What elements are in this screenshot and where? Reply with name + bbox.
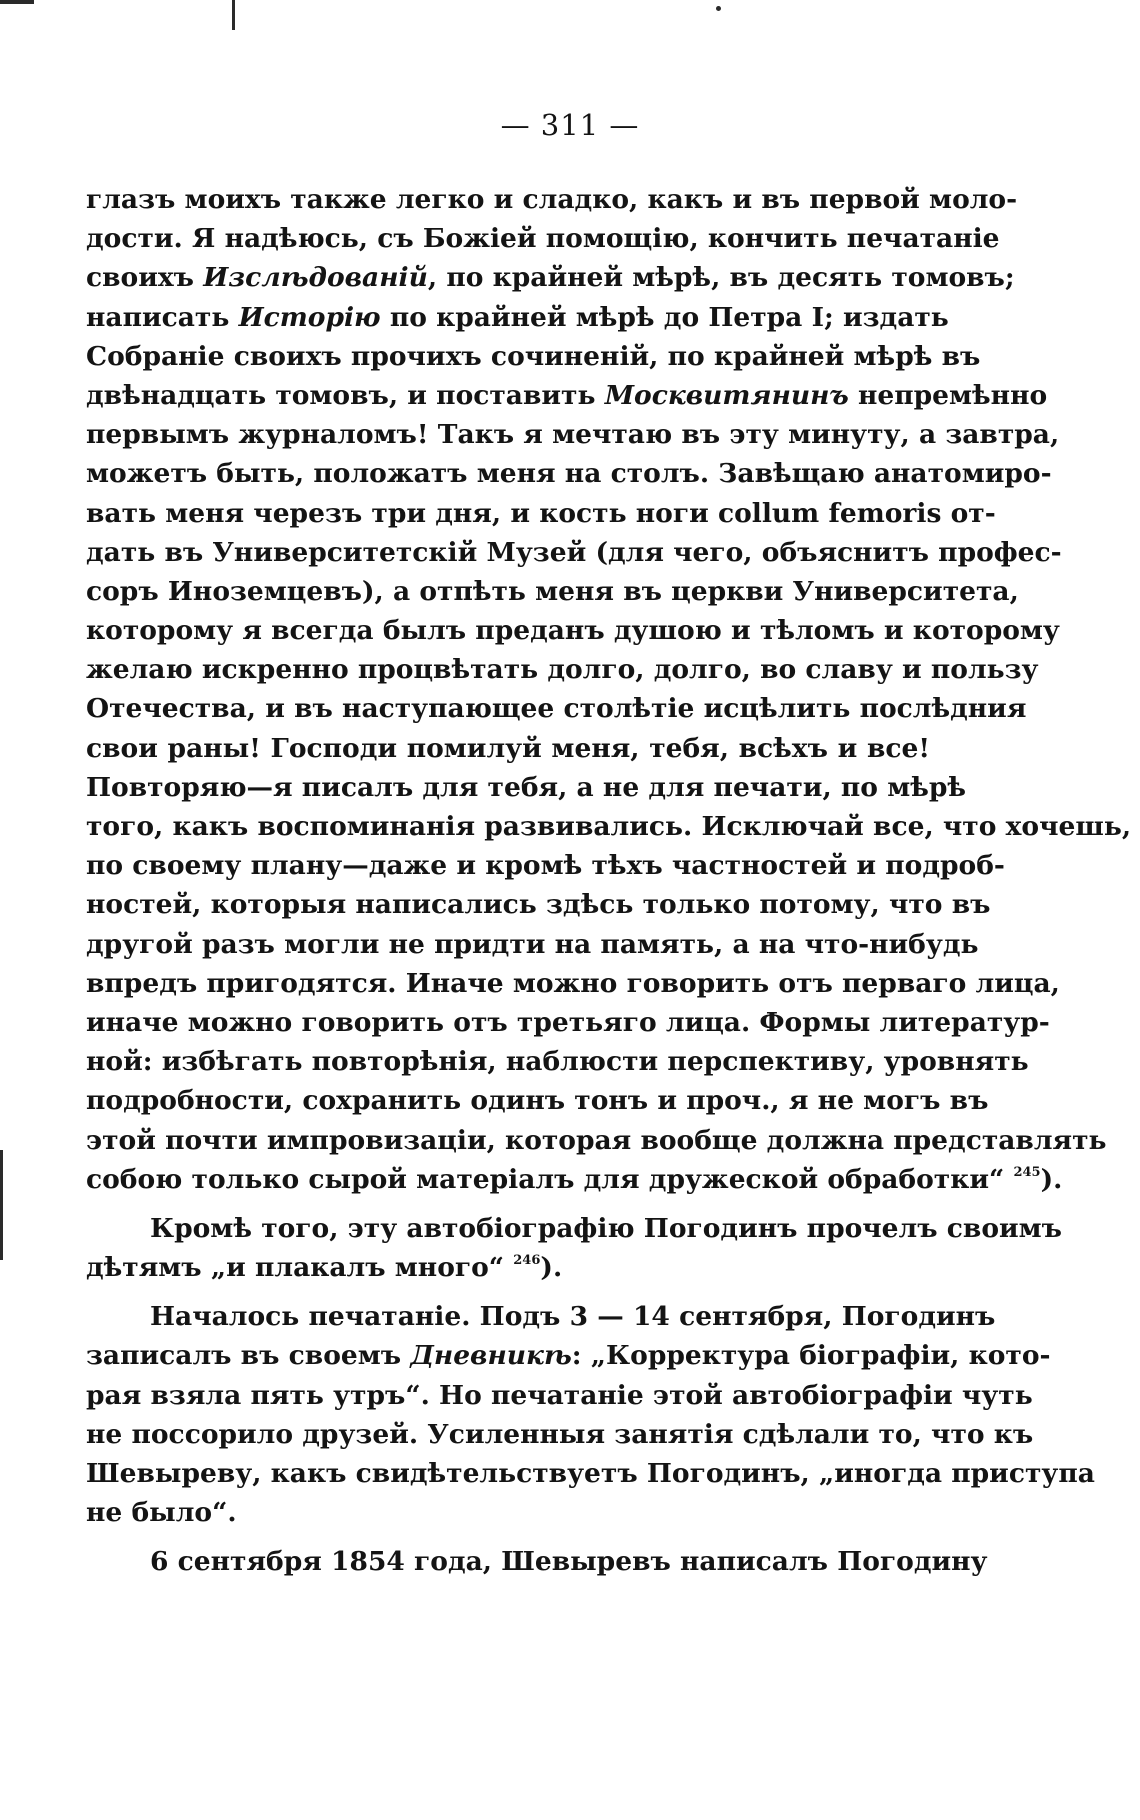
text-line (86, 1336, 1051, 1375)
text-segment: глазъ моихъ также легко и сладко, какъ и въ первой моло- (86, 184, 1018, 215)
text-line (86, 1160, 1063, 1199)
paragraph-gap (86, 1287, 930, 1297)
text-segment: по своему плану—даже и кромѣ тѣхъ частностей и подроб- (86, 850, 1005, 882)
text-segment: написать (86, 301, 239, 333)
text-segment: соръ Иноземцевъ), а отпѣть меня въ церкви Университета, (86, 575, 1019, 607)
text-segment: другой разъ могли не придти на память, а на что-нибудь (86, 928, 979, 960)
text-segment: рая взяла пять утръ“. Но печатаніе этой автобіографіи чуть (86, 1379, 1033, 1411)
text-line (86, 1209, 1062, 1248)
text-line (86, 611, 1060, 650)
text-segment: непремѣнно (848, 379, 1048, 411)
text-segment: двѣнадцать томовъ, и поставить (86, 379, 605, 411)
text-segment: Отечества, и въ наступающее столѣтіе исцѣлить послѣдния (86, 693, 1027, 725)
text-segment: вать меня черезъ три дня, и кость ноги collum femoris от- (86, 497, 996, 529)
text-segment: собою только сырой матеріалъ для дружеской обработки“ (86, 1163, 1014, 1195)
text-line (86, 689, 1027, 728)
text-segment: Шевыреву, какъ свидѣтельствуетъ Погодинъ, „иногда приступа (86, 1458, 1095, 1489)
text-line (86, 1542, 988, 1581)
text-segment: записалъ въ своемъ (86, 1340, 411, 1372)
text-line (86, 885, 991, 924)
text-line (86, 1376, 1033, 1415)
text-segment: Началось печатаніе. Подъ 3 — 14 сентября, Погодинъ (150, 1301, 996, 1333)
text-segment: Собраніе своихъ прочихъ сочиненій, по крайней мѣрѣ въ (86, 340, 981, 372)
text-segment: не поссорило друзей. Усиленныя занятія сдѣлали то, что къ (86, 1418, 1034, 1450)
italic-title: Москвитянинъ (604, 379, 849, 411)
text-line (86, 1081, 989, 1120)
text-line (86, 415, 1060, 454)
text-line (86, 337, 981, 376)
italic-title: Исторію (238, 301, 381, 333)
text-line (86, 572, 1019, 611)
text-segment: этой почти импровизаціи, которая вообще должна представлять (86, 1124, 1107, 1156)
text-line (86, 1297, 996, 1336)
text-line (86, 1454, 1095, 1493)
text-segment: ). (540, 1252, 563, 1284)
text-line (86, 846, 1005, 885)
footnote-marker: 245 (1013, 1164, 1041, 1180)
footnote-marker: 246 (513, 1253, 541, 1269)
text-segment: Кромѣ того, эту автобіографію Погодинъ прочелъ своимъ (150, 1212, 1062, 1244)
text-segment: ной: избѣгать повторѣнія, наблюсти перспективу, уровнять (86, 1046, 1029, 1078)
text-segment: , по крайней мѣрѣ, въ десять томовъ; (427, 262, 1015, 294)
text-segment: по крайней мѣрѣ до Петра I; издать (380, 301, 949, 333)
text-segment: свои раны! Господи помилуй меня, тебя, всѣхъ и все! (86, 732, 930, 764)
text-line (86, 1415, 1034, 1454)
text-segment: ностей, которыя написались здѣсь только потому, что въ (86, 889, 991, 921)
text-line (86, 298, 949, 337)
text-line (86, 1493, 930, 1532)
scan-mark-left-edge (0, 1150, 3, 1260)
scan-mark-top-left (0, 0, 34, 4)
italic-title: Изслѣдованій (203, 262, 428, 294)
text-segment: подробности, сохранить одинъ тонъ и проч., я не могъ въ (86, 1085, 989, 1117)
text-line (86, 180, 1018, 219)
text-segment: ). (1040, 1163, 1063, 1195)
text-segment: иначе можно говорить отъ третьяго лица. Формы литератур- (86, 1006, 1050, 1038)
body-text (86, 180, 1132, 1582)
text-segment: Повторяю—я писалъ для тебя, а не для печати, по мѣрѣ (86, 771, 967, 803)
text-line (86, 964, 1060, 1003)
text-line (86, 454, 1052, 493)
text-segment: того, какъ воспоминанія развивались. Исключай все, что хочешь, (86, 811, 1132, 842)
text-segment: дости. Я надѣюсь, съ Божіей помощію, кончить печатаніе (86, 223, 1000, 255)
page-number: — 311 — (500, 108, 640, 142)
scan-mark-top-right (716, 6, 721, 11)
paragraph-gap (86, 1532, 930, 1542)
text-line (86, 376, 1048, 415)
text-segment: желаю искренно процвѣтать долго, долго, во славу и пользу (86, 654, 1039, 686)
text-line (86, 1121, 1107, 1160)
text-line (86, 925, 979, 964)
text-segment: первымъ журналомъ! Такъ я мечтаю въ эту минуту, а завтра, (86, 419, 1060, 451)
text-segment: : „Корректура біографіи, кото- (571, 1340, 1051, 1372)
text-segment: своихъ (86, 262, 204, 294)
text-line (86, 1003, 1050, 1042)
text-line (86, 729, 930, 768)
text-segment: 6 сентября 1854 года, Шевыревъ написалъ Погодину (150, 1546, 988, 1578)
text-line (86, 1042, 1029, 1081)
text-line (86, 494, 996, 533)
text-line (86, 258, 1015, 297)
text-segment: можетъ быть, положатъ меня на столъ. Завѣщаю анатомиро- (86, 458, 1052, 490)
text-line (86, 533, 1062, 572)
text-segment: дѣтямъ „и плакалъ много“ (86, 1252, 514, 1284)
scan-mark-top (232, 0, 235, 30)
italic-title: Дневникѣ (410, 1340, 572, 1372)
text-segment: не было“. (86, 1497, 237, 1529)
text-line (86, 219, 1000, 258)
text-line (86, 1248, 930, 1287)
text-segment: впредъ пригодятся. Иначе можно говорить отъ перваго лица, (86, 967, 1060, 999)
text-segment: дать въ Университетскій Музей (для чего, объяснитъ профес- (86, 536, 1062, 568)
text-segment: которому я всегда былъ преданъ душою и тѣломъ и которому (86, 615, 1060, 647)
text-line (86, 650, 1039, 689)
text-line (86, 768, 967, 807)
paragraph-gap (86, 1199, 930, 1209)
text-line (86, 807, 1132, 846)
